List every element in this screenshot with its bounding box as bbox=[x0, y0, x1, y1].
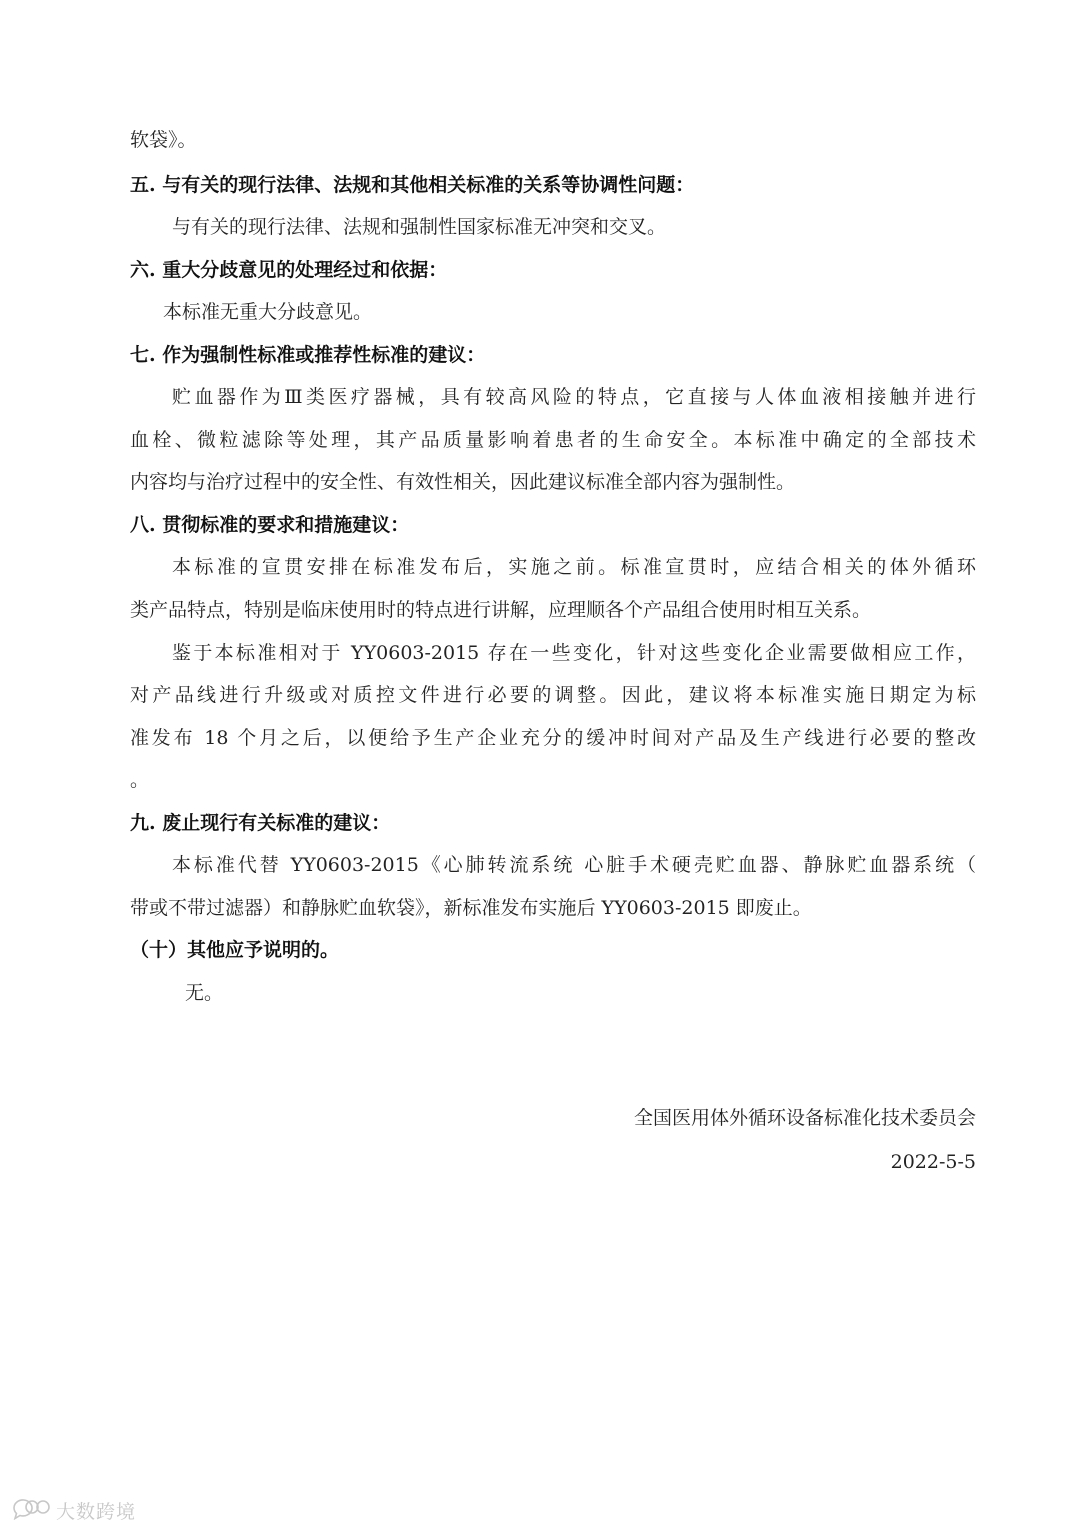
section-8-para-1-line-1: 本标准的宣贯安排在标准发布后，实施之前。标准宣贯时，应结合相关的体外循环 bbox=[172, 556, 976, 578]
section-5-heading: 五. 与有关的现行法律、法规和其他相关标准的关系等协调性问题： bbox=[130, 174, 695, 196]
signature-organization: 全国医用体外循环设备标准化技术委员会 bbox=[633, 1107, 976, 1129]
section-6-heading: 六. 重大分歧意见的处理经过和依据： bbox=[130, 259, 448, 281]
section-9-line-1: 本标准代替 YY0603-2015《心肺转流系统 心脏手术硬壳贮血器、静脉贮血器系统（ bbox=[172, 854, 976, 876]
section-9-heading: 九. 废止现行有关标准的建议： bbox=[130, 812, 391, 834]
watermark-text: 大数跨境 bbox=[56, 1500, 137, 1523]
section-10-heading: （十）其他应予说明的。 bbox=[130, 939, 340, 961]
continuation-text: 软袋》。 bbox=[130, 129, 197, 151]
section-8-para-2-line-4: 。 bbox=[130, 769, 150, 791]
section-6-body: 本标准无重大分歧意见。 bbox=[163, 301, 373, 323]
section-9-line-2: 带或不带过滤器）和静脉贮血软袋》，新标准发布实施后 YY0603-2015 即废止。 bbox=[130, 897, 812, 919]
section-8-para-2-line-2: 对产品线进行升级或对质控文件进行必要的调整。因此，建议将本标准实施日期定为标 bbox=[130, 684, 976, 706]
section-8-para-1-line-2: 类产品特点，特别是临床使用时的特点进行讲解，应理顺各个产品组合使用时相互关系。 bbox=[130, 599, 872, 621]
section-10-body: 无。 bbox=[185, 982, 224, 1004]
section-8-para-2-line-1: 鉴于本标准相对于 YY0603-2015 存在一些变化，针对这些变化企业需要做相应工作， bbox=[172, 642, 976, 664]
section-8-heading: 八. 贯彻标准的要求和措施建议： bbox=[130, 514, 410, 536]
section-7-line-2: 血栓、微粒滤除等处理，其产品质量影响着患者的生命安全。本标准中确定的全部技术 bbox=[130, 429, 976, 451]
chat-bubble-icon bbox=[10, 1496, 56, 1525]
section-7-line-1: 贮血器作为Ⅲ类医疗器械，具有较高风险的特点，它直接与人体血液相接触并进行 bbox=[172, 386, 976, 408]
section-8-para-2-line-3: 准发布 18 个月之后，以便给予生产企业充分的缓冲时间对产品及生产线进行必要的整改 bbox=[130, 727, 976, 749]
signature-date: 2022-5-5 bbox=[890, 1151, 976, 1173]
watermark bbox=[10, 1496, 136, 1524]
section-7-line-3: 内容均与治疗过程中的安全性、有效性相关，因此建议标准全部内容为强制性。 bbox=[130, 471, 796, 493]
section-5-body: 与有关的现行法律、法规和强制性国家标准无冲突和交叉。 bbox=[172, 216, 667, 238]
section-7-heading: 七. 作为强制性标准或推荐性标准的建议： bbox=[130, 344, 486, 366]
